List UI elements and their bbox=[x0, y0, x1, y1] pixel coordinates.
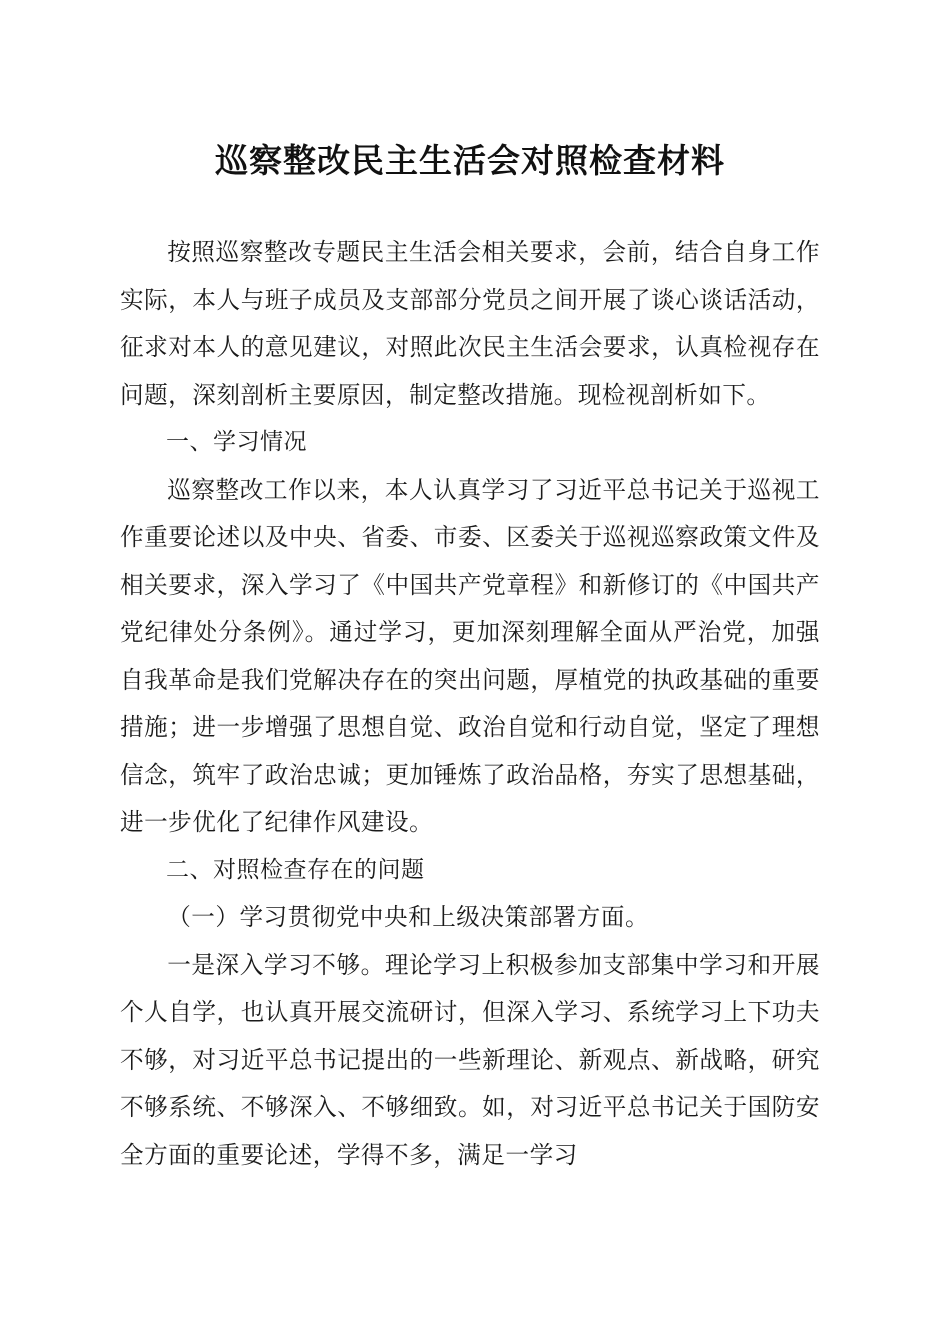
document-body bbox=[120, 229, 820, 1179]
section-heading-study: 一、学习情况 bbox=[166, 429, 307, 455]
intro-paragraph: 按照巡察整改专题民主生活会相关要求，会前，结合自身工作实际，本人与班子成员及支部部分党员之间开展了谈心谈话活动，征求对本人的意见建议，对照此次民主生活会要求，认真检视存在问题，深刻剖析主要原因，制定整改措施。现检视剖析如下。 bbox=[120, 238, 820, 409]
subsection-heading-1: （一）学习贯彻党中央和上级决策部署方面。 bbox=[167, 903, 650, 931]
study-paragraph: 巡察整改工作以来，本人认真学习了习近平总书记关于巡视工作重要论述以及中央、省委、市委、区委关于巡视巡察政策文件及相关要求，深入学习了《中国共产党章程》和新修订的《中国共产党纪律处分条例》。通过学习，更加深刻理解全面从严治党，加强自我革命是我们党解决存在的突出问题，厚植党的执政基础的重要措施；进一步增强了思想自觉、政治自觉和行动自觉，坚定了理想信念，筑牢了政治忠诚；更加锤炼了政治品格，夯实了思想基础，进一步优化了纪律作风建设。 bbox=[120, 475, 820, 836]
section-heading-problems: 二、对照检查存在的问题 bbox=[166, 856, 425, 883]
document-title: 巡察整改民主生活会对照检查材料 bbox=[215, 141, 725, 180]
problem-paragraph-1: 一是深入学习不够。理论学习上积极参加支部集中学习和开展个人自学，也认真开展交流研讨，但深入学习、系统学习上下功夫不够，对习近平总书记提出的一些新理论、新观点、新战略，研究不够系统、不够深入、不够细致。如，对习近平总书记关于国防安全方面的重要论述，学得不多，满足一学习 bbox=[120, 950, 820, 1169]
